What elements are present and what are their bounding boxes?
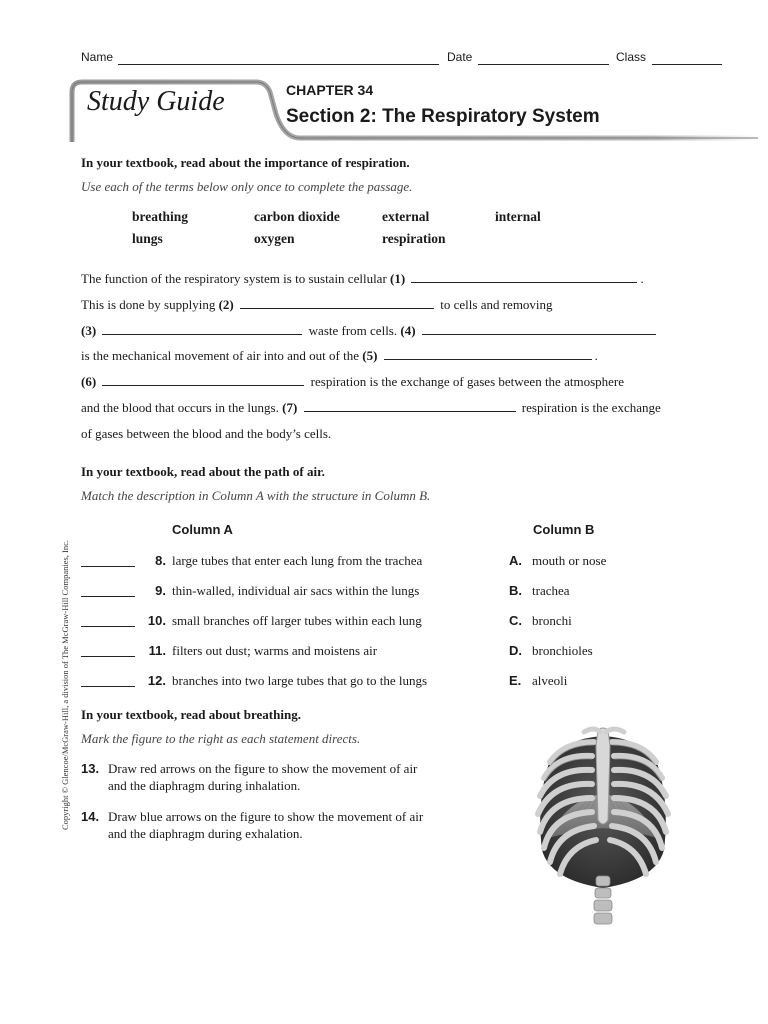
name-field[interactable] xyxy=(118,64,439,65)
term-respiration: respiration xyxy=(382,231,446,246)
blank-number-3: (3) xyxy=(81,322,97,338)
blank-6[interactable] xyxy=(102,385,304,386)
part3-subinstruction: Mark the figure to the right as each statement directs. xyxy=(81,731,361,746)
blank-number-7: (7) xyxy=(282,399,298,415)
answer-blank-11[interactable] xyxy=(81,656,135,657)
rib-cage-figure[interactable] xyxy=(528,720,678,928)
item-number-13: 13. xyxy=(81,761,100,776)
class-field[interactable] xyxy=(652,64,722,65)
question-number: 8. xyxy=(155,553,166,568)
part1-subinstruction: Use each of the terms below only once to complete the passage. xyxy=(81,179,413,194)
question-number: 9. xyxy=(155,583,166,598)
answer-option: bronchioles xyxy=(532,643,593,658)
term-lungs: lungs xyxy=(132,231,163,246)
passage-line-2: This is done by supplying (2) to cells and removing xyxy=(81,296,553,312)
answer-blank-12[interactable] xyxy=(81,686,135,687)
blank-7[interactable] xyxy=(304,411,516,412)
item-number-14: 14. xyxy=(81,809,100,824)
blank-number-4: (4) xyxy=(400,322,416,338)
column-a-header: Column A xyxy=(172,522,233,537)
name-label: Name xyxy=(81,50,114,64)
study-guide-title: Study Guide xyxy=(87,86,225,117)
blank-number-5: (5) xyxy=(362,348,378,364)
copyright-notice: Copyright © Glencoe/McGraw-Hill, a division of The McGraw-Hill Companies, Inc. xyxy=(60,539,70,831)
blank-4[interactable] xyxy=(422,334,656,335)
date-field[interactable] xyxy=(478,64,609,65)
passage-line-4: is the mechanical movement of air into and out of the (5) . xyxy=(81,348,598,364)
term-external: external xyxy=(382,209,430,224)
term-carbon-dioxide: carbon dioxide xyxy=(254,209,340,224)
question-text: thin-walled, individual air sacs within the lungs xyxy=(172,583,420,598)
part3-instruction: In your textbook, read about breathing. xyxy=(81,707,301,722)
question-number: 11. xyxy=(148,643,166,658)
answer-blank-8[interactable] xyxy=(81,566,135,567)
blank-1[interactable] xyxy=(411,282,637,283)
date-label: Date xyxy=(447,50,473,64)
item-text-13: Draw red arrows on the figure to show the movement of air and the diaphragm during inhalation. xyxy=(108,761,418,793)
question-text: branches into two large tubes that go to the lungs xyxy=(172,673,428,688)
chapter-label: CHAPTER 34 xyxy=(286,82,374,98)
part1-instruction: In your textbook, read about the importance of respiration. xyxy=(81,155,410,170)
blank-number-2: (2) xyxy=(218,296,234,312)
answer-blank-10[interactable] xyxy=(81,626,135,627)
answer-option: alveoli xyxy=(532,673,568,688)
answer-option: trachea xyxy=(532,583,570,598)
column-b-header: Column B xyxy=(533,522,595,537)
question-text: filters out dust; warms and moistens air xyxy=(172,643,378,658)
term-breathing: breathing xyxy=(132,209,189,224)
answer-letter: D. xyxy=(509,643,522,658)
part2-subinstruction: Match the description in Column A with the structure in Column B. xyxy=(81,488,431,503)
term-oxygen: oxygen xyxy=(254,231,295,246)
item-text-14: Draw blue arrows on the figure to show the movement of air and the diaphragm during exhalation. xyxy=(108,809,424,841)
answer-option: mouth or nose xyxy=(532,553,607,568)
blank-3[interactable] xyxy=(102,334,302,335)
blank-5[interactable] xyxy=(384,359,592,360)
question-number: 12. xyxy=(147,673,166,688)
part2-instruction: In your textbook, read about the path of air. xyxy=(81,464,325,479)
question-text: small branches off larger tubes within each lung xyxy=(172,613,422,628)
blank-number-6: (6) xyxy=(81,374,97,390)
blank-number-1: (1) xyxy=(390,271,406,286)
blank-2[interactable] xyxy=(240,308,434,309)
answer-letter: C. xyxy=(509,613,522,628)
passage-line-1: The function of the respiratory system is to sustain cellular (1) . xyxy=(81,271,644,286)
answer-blank-9[interactable] xyxy=(81,596,135,597)
question-text: large tubes that enter each lung from the trachea xyxy=(172,553,423,568)
section-title: Section 2: The Respiratory System xyxy=(286,106,600,127)
passage-line-7: of gases between the blood and the body’s cells. xyxy=(81,425,332,441)
passage-line-6: and the blood that occurs in the lungs. (7) respiration is the exchange xyxy=(81,399,661,415)
answer-letter: A. xyxy=(509,553,522,568)
passage-line-5: (6) respiration is the exchange of gases between the atmosphere xyxy=(81,374,624,390)
term-internal: internal xyxy=(495,209,541,224)
answer-letter: B. xyxy=(509,583,522,598)
passage-line-3: (3) waste from cells. (4) xyxy=(81,318,721,344)
answer-letter: E. xyxy=(509,673,522,688)
answer-option: bronchi xyxy=(532,613,572,628)
passage xyxy=(81,266,721,447)
class-label: Class xyxy=(616,50,647,64)
question-number: 10. xyxy=(147,613,166,628)
